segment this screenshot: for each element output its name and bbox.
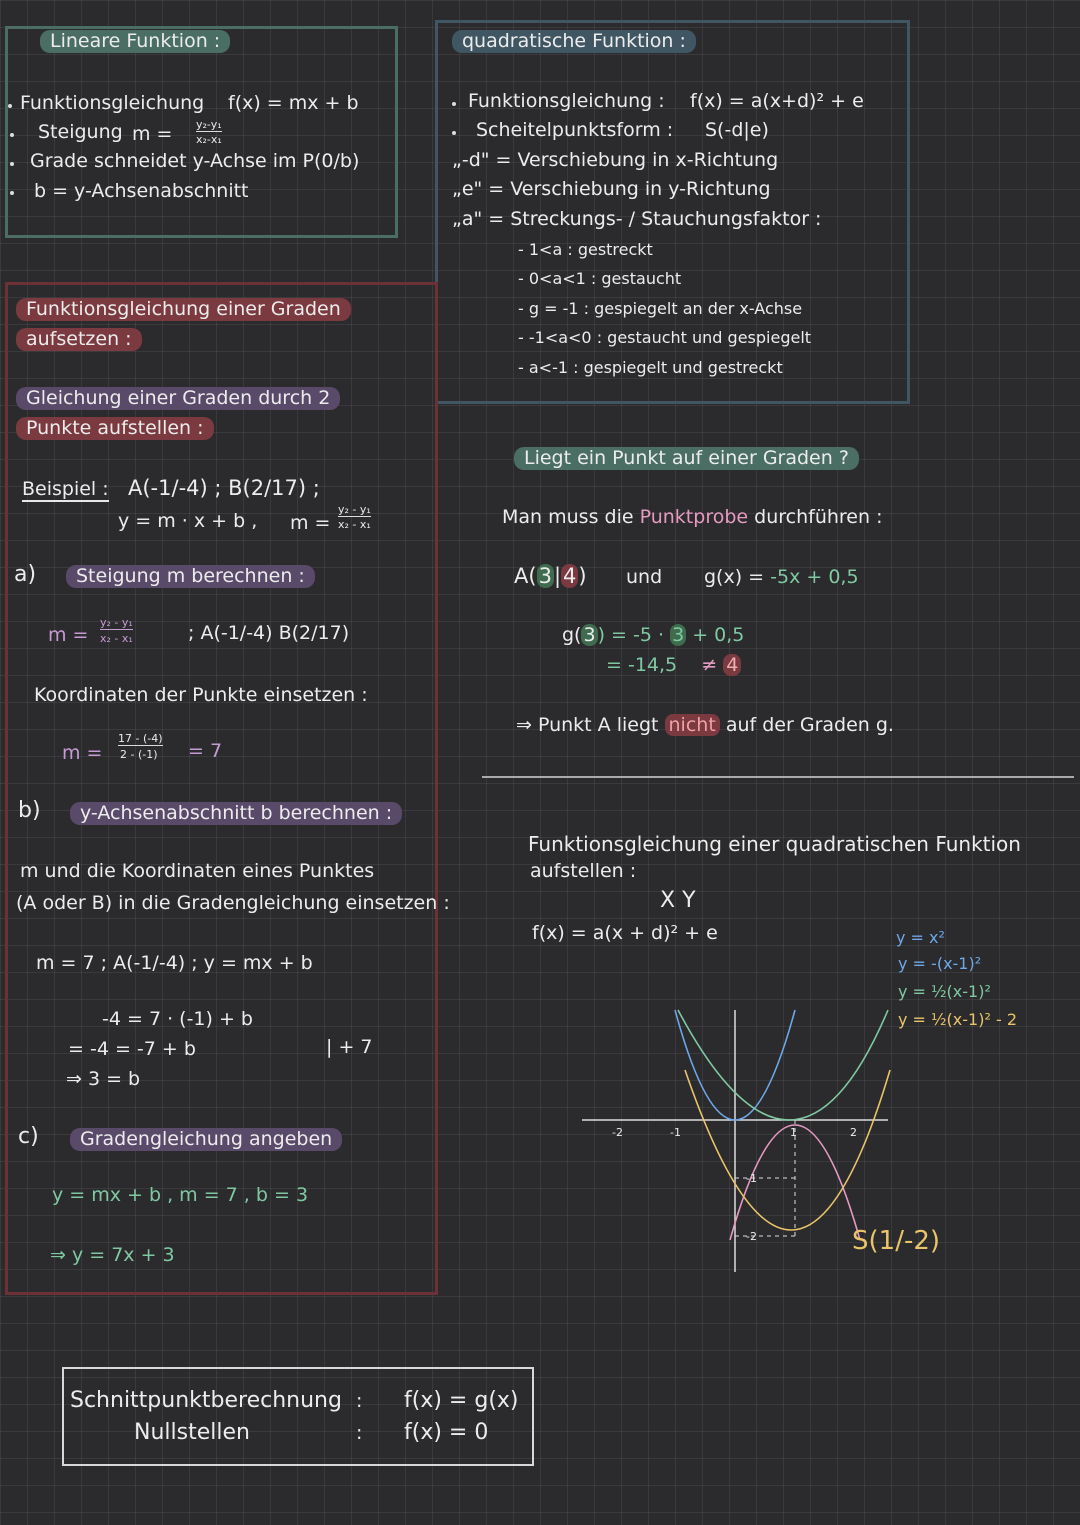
graden-title2: aufsetzen : <box>16 328 142 351</box>
quad-l1a: Funktionsgleichung : <box>468 90 665 112</box>
graden-sub2: Punkte aufstellen : <box>16 417 214 440</box>
divider <box>482 776 1074 778</box>
bullet <box>452 131 456 135</box>
punktprobe-und: und <box>626 566 663 588</box>
bullet <box>452 102 456 106</box>
punktprobe-calc1: g( 3 ) = -5 · 3 + 0,5 <box>562 624 745 646</box>
legend-4: y = ½(x-1)² - 2 <box>898 1010 1017 1029</box>
tick-x-2: 2 <box>850 1126 857 1139</box>
b-label: b) <box>18 798 41 823</box>
quad-l2a: Scheitelpunktsform : <box>476 119 674 141</box>
quad-s2: - 0<a<1 : gestaucht <box>518 269 682 288</box>
punktprobe-g: g(x) = -5x + 0,5 <box>704 566 859 588</box>
b-calc3: ⇒ 3 = b <box>66 1068 141 1090</box>
schnitt-l1b: : <box>356 1390 363 1412</box>
schnitt-l1a: Schnittpunktberechnung <box>70 1388 342 1413</box>
linear-l4: b = y-Achsenabschnitt <box>34 180 249 202</box>
schnitt-l1c: f(x) = g(x) <box>404 1388 519 1413</box>
quad-l4: „e" = Verschiebung in y-Richtung <box>452 178 771 200</box>
linear-frac-num: y₂-y₁ <box>196 118 222 131</box>
koord-text: Koordinaten der Punkte einsetzen : <box>34 684 368 706</box>
quad-s1: - 1<a : gestreckt <box>518 240 653 259</box>
quad-auf-title2: aufstellen : <box>530 860 637 882</box>
quad-s5: - a<-1 : gespiegelt und gestreckt <box>518 358 783 377</box>
b-calc2: = -4 = -7 + b <box>68 1038 196 1060</box>
m-calc-den: 2 - (-1) <box>120 748 158 761</box>
quad-auf-title1: Funktionsgleichung einer quadratischen Funktion <box>528 832 1021 856</box>
m-calc-num: 17 - (-4) <box>118 732 163 745</box>
quad-auf-formula: f(x) = a(x + d)² + e <box>532 922 718 944</box>
bullet <box>10 133 14 137</box>
a-points: ; A(-1/-4) B(2/17) <box>188 622 350 644</box>
tick-y-m1: -1 <box>746 1172 757 1185</box>
linear-l2a: Steigung <box>38 121 123 143</box>
c-title: Gradengleichung angeben <box>70 1128 342 1151</box>
schnitt-l2b: : <box>356 1422 363 1444</box>
bsp-frac-num: y₂ - y₁ <box>338 503 371 516</box>
tick-x-m2: -2 <box>612 1126 623 1139</box>
vertex-label: S(1/-2) <box>852 1226 941 1256</box>
b-calc2b: | + 7 <box>326 1036 373 1058</box>
linear-l3: Grade schneidet y-Achse im P(0/b) <box>30 150 360 172</box>
legend-1: y = x² <box>896 928 945 947</box>
legend-3: y = ½(x-1)² <box>898 982 991 1001</box>
curve-half-shift <box>678 1010 888 1120</box>
a-label: a) <box>14 562 37 587</box>
schnitt-l2a: Nullstellen <box>134 1420 250 1445</box>
b-text2: (A oder B) in die Gradengleichung einsetzen : <box>16 892 450 914</box>
bsp-points: A(-1/-4) ; B(2/17) ; <box>128 476 320 500</box>
b-text1: m und die Koordinaten eines Punktes <box>20 860 375 882</box>
quad-l3: „-d" = Verschiebung in x-Richtung <box>452 149 779 171</box>
tick-y-m2: -2 <box>746 1230 757 1243</box>
b-title: y-Achsenabschnitt b berechnen : <box>70 802 402 825</box>
c-res: ⇒ y = 7x + 3 <box>50 1244 175 1266</box>
quad-l2b: S(-d|e) <box>705 119 769 141</box>
bsp-label: Beispiel : <box>22 478 109 500</box>
punktprobe-conclusion: ⇒ Punkt A liegt nicht auf der Graden g. <box>516 714 894 736</box>
tick-x-m1: -1 <box>670 1126 681 1139</box>
bsp-eq-b: m = <box>290 512 331 534</box>
bullet <box>10 162 14 166</box>
bullet <box>10 191 14 195</box>
quadratic-title: quadratische Funktion : <box>452 30 696 53</box>
linear-l1a: Funktionsgleichung <box>20 92 205 114</box>
c-given: y = mx + b , m = 7 , b = 3 <box>52 1184 309 1206</box>
a-title: Steigung m berechnen : <box>66 565 315 588</box>
schnitt-box <box>62 1367 534 1466</box>
bsp-frac-den: x₂ - x₁ <box>338 518 371 531</box>
quad-l1b: f(x) = a(x+d)² + e <box>690 90 864 112</box>
graden-sub1: Gleichung einer Graden durch 2 <box>16 387 340 410</box>
linear-l1b: f(x) = mx + b <box>228 92 359 114</box>
linear-l2b: m = <box>132 123 173 145</box>
graden-title1: Funktionsgleichung einer Graden <box>16 298 351 321</box>
m-calc-res: = 7 <box>188 740 223 762</box>
legend-2: y = -(x-1)² <box>898 954 982 973</box>
a-frac-num: y₂ - y₁ <box>100 616 133 629</box>
b-calc1: -4 = 7 · (-1) + b <box>102 1008 253 1030</box>
quad-auf-xy: X Y <box>660 888 696 913</box>
c-label: c) <box>18 1124 39 1149</box>
a-frac-den: x₂ - x₁ <box>100 632 133 645</box>
quad-s4: - -1<a<0 : gestaucht und gespiegelt <box>518 328 812 347</box>
curve-shifted <box>685 1070 890 1230</box>
tick-x-1: 1 <box>790 1126 797 1139</box>
punktprobe-point: A(3|4) <box>514 564 587 588</box>
punktprobe-calc2: = -14,5 ≠ 4 <box>606 654 741 677</box>
bullet <box>8 104 12 108</box>
quad-s3: - g = -1 : gespiegelt an der x-Achse <box>518 299 803 318</box>
b-given: m = 7 ; A(-1/-4) ; y = mx + b <box>36 952 313 974</box>
linear-frac-den: x₂-x₁ <box>196 133 222 146</box>
schnitt-l2c: f(x) = 0 <box>404 1420 489 1445</box>
punktprobe-title: Liegt ein Punkt auf einer Graden ? <box>514 447 859 470</box>
a-m: m = <box>48 624 89 646</box>
quad-l5: „a" = Streckungs- / Stauchungsfaktor : <box>452 208 822 230</box>
m-calc-a: m = <box>62 742 103 764</box>
bsp-eq-a: y = m · x + b , <box>118 510 258 532</box>
punktprobe-intro: Man muss die Punktprobe durchführen : <box>502 506 883 528</box>
linear-title: Lineare Funktion : <box>40 30 230 53</box>
